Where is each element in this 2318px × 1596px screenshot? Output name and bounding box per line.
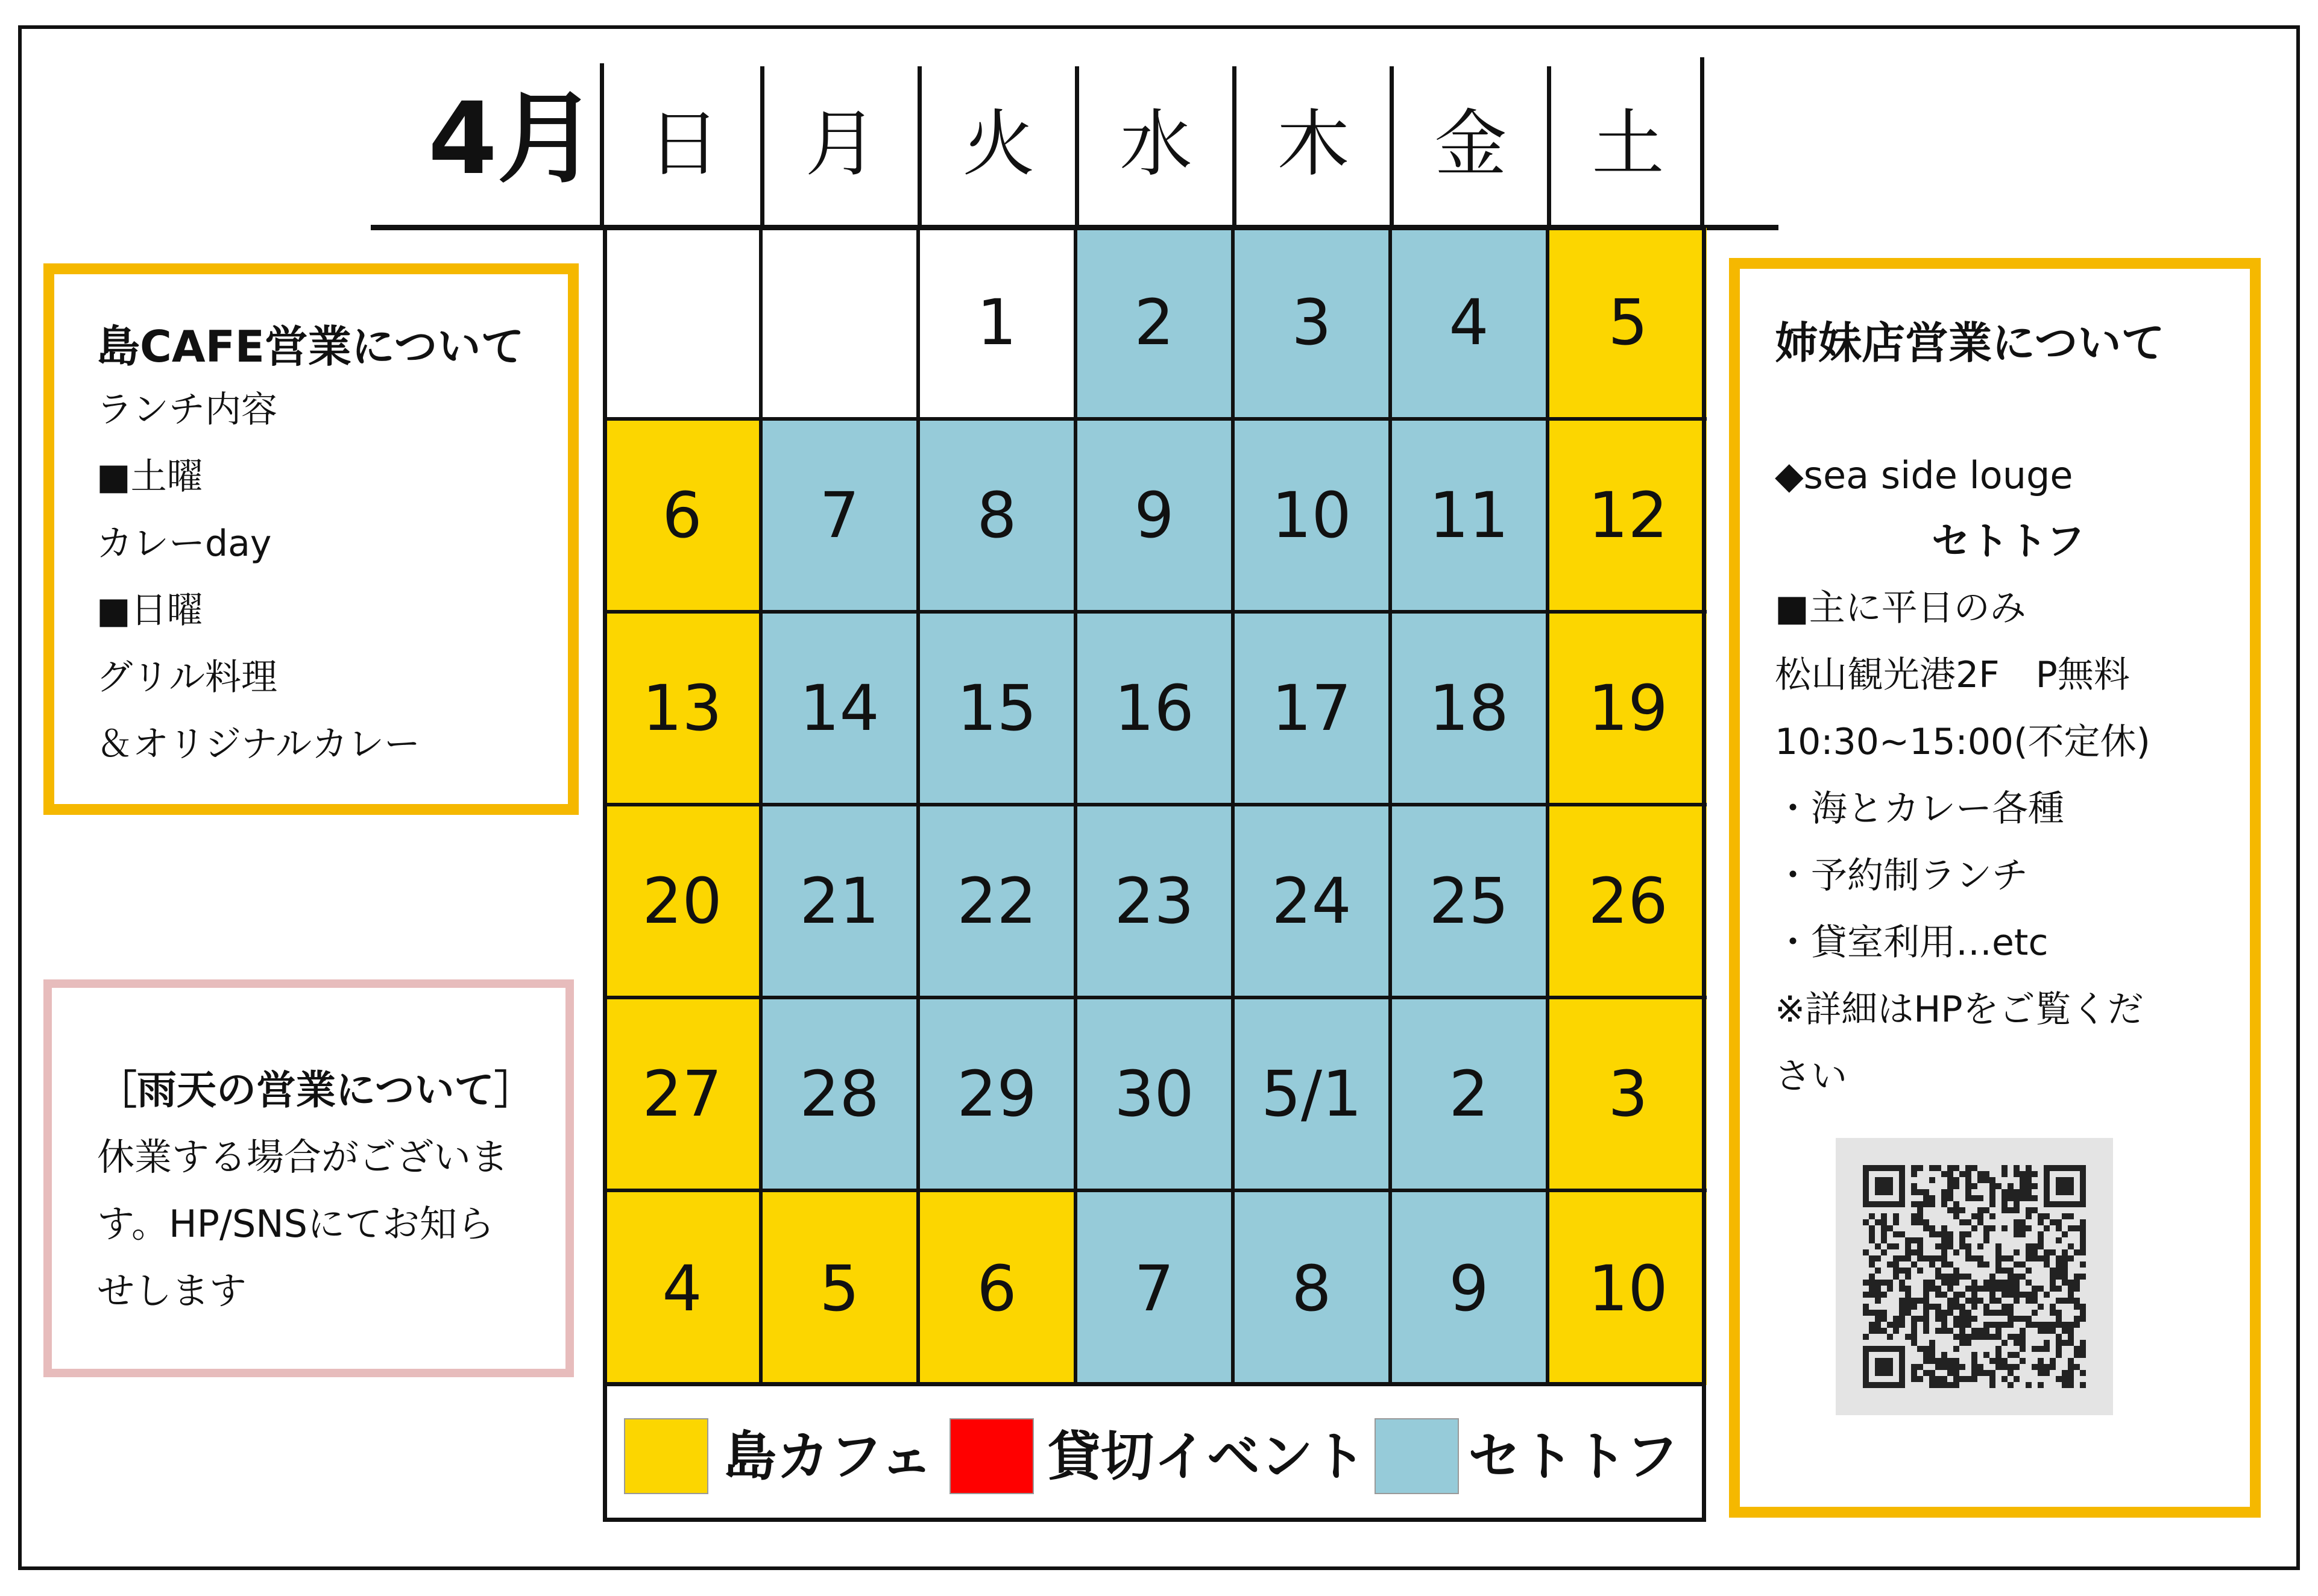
sister-store-title: 姉妹店営業について bbox=[1775, 318, 2165, 368]
legend-swatch-private-event bbox=[950, 1418, 1034, 1494]
cafe-info-line: カレーday bbox=[96, 523, 272, 565]
legend-swatch-setotofu bbox=[1375, 1418, 1459, 1494]
calendar-day-number: 10 bbox=[1271, 479, 1352, 552]
calendar-day-number: 17 bbox=[1271, 671, 1352, 745]
calendar-day-number: 12 bbox=[1588, 479, 1668, 552]
sister-store-brand: セトトフ bbox=[1932, 520, 2085, 564]
calendar-day-number: 4 bbox=[1449, 286, 1489, 359]
calendar-day-number: 5/1 bbox=[1261, 1057, 1362, 1131]
header-separator bbox=[1390, 66, 1394, 226]
header-separator bbox=[918, 66, 922, 226]
calendar-day-number: 20 bbox=[642, 864, 722, 938]
sister-store-line: ■主に平日のみ bbox=[1775, 587, 2026, 629]
calendar-day-number: 30 bbox=[1114, 1057, 1194, 1131]
sister-store-line: 松山観光港2F P無料 bbox=[1775, 654, 2130, 696]
calendar-day-number: 15 bbox=[957, 671, 1037, 745]
calendar-day-number: 25 bbox=[1429, 864, 1509, 938]
sister-store-line: ・予約制ランチ bbox=[1775, 855, 2028, 897]
rain-info-line: 休業する場合がございま bbox=[97, 1135, 509, 1179]
calendar-day-number: 3 bbox=[1291, 286, 1332, 359]
sister-store-line: ・海とカレー各種 bbox=[1775, 788, 2064, 830]
calendar-day-number: 5 bbox=[1608, 286, 1648, 359]
calendar-day-number: 11 bbox=[1429, 479, 1509, 552]
calendar-day-number: 23 bbox=[1114, 864, 1194, 938]
sister-store-line: ・貸室利用…etc bbox=[1775, 922, 2049, 964]
weekday-header: 日 bbox=[647, 102, 720, 186]
cafe-info-line: ■土曜 bbox=[96, 456, 203, 498]
qr-code-image bbox=[1863, 1165, 2086, 1388]
cafe-info-box bbox=[43, 263, 579, 815]
calendar-day-number: 13 bbox=[642, 671, 722, 745]
header-separator bbox=[760, 66, 764, 226]
calendar-day-number: 26 bbox=[1588, 864, 1668, 938]
cafe-info-line: グリル料理 bbox=[96, 656, 277, 699]
weekday-header: 木 bbox=[1277, 102, 1350, 186]
calendar-day-number: 24 bbox=[1271, 864, 1352, 938]
cafe-info-line: ■日曜 bbox=[96, 589, 203, 632]
sister-store-name: ◆sea side louge bbox=[1775, 453, 2073, 497]
calendar-day-number: 29 bbox=[957, 1057, 1037, 1131]
rain-info-line: せします bbox=[97, 1269, 247, 1313]
legend-label-setotofu: セトトフ bbox=[1468, 1425, 1679, 1488]
legend-label-private-event: 貸切イベント bbox=[1048, 1425, 1367, 1488]
calendar-day-number: 6 bbox=[662, 479, 702, 552]
weekday-header: 土 bbox=[1592, 102, 1664, 186]
calendar-day-number: 14 bbox=[799, 671, 880, 745]
calendar-day-number: 16 bbox=[1114, 671, 1194, 745]
calendar-day-number: 7 bbox=[819, 479, 860, 552]
header-separator bbox=[1700, 57, 1704, 226]
cafe-info-title: 島CAFE営業について bbox=[96, 321, 524, 372]
rain-info-title: ［雨天の営業について］ bbox=[97, 1067, 534, 1113]
legend-swatch-cafe bbox=[624, 1418, 708, 1494]
calendar-day-number: 7 bbox=[1134, 1252, 1174, 1325]
header-separator bbox=[600, 63, 604, 226]
calendar-day-number: 21 bbox=[799, 864, 880, 938]
calendar-day-number: 6 bbox=[977, 1252, 1017, 1325]
sister-store-line: 10:30~15:00(不定休) bbox=[1775, 721, 2150, 763]
calendar-day-number: 5 bbox=[819, 1252, 860, 1325]
weekday-header: 水 bbox=[1120, 102, 1192, 186]
calendar-day-number: 19 bbox=[1588, 671, 1668, 745]
rain-info-line: す。HP/SNSにてお知ら bbox=[97, 1202, 495, 1246]
cafe-info-line: ＆オリジナルカレー bbox=[96, 723, 420, 765]
calendar-day-number: 18 bbox=[1429, 671, 1509, 745]
calendar-day-number: 4 bbox=[662, 1252, 702, 1325]
calendar-grid bbox=[603, 226, 1706, 1386]
cafe-info-line: ランチ内容 bbox=[96, 389, 277, 431]
header-separator bbox=[1547, 66, 1551, 226]
calendar-day-number: 3 bbox=[1608, 1057, 1648, 1131]
header-separator bbox=[1075, 66, 1079, 226]
calendar-day-number: 8 bbox=[1291, 1252, 1332, 1325]
calendar-day-number: 27 bbox=[642, 1057, 722, 1131]
calendar-day-number: 9 bbox=[1134, 479, 1174, 552]
calendar-day-number: 22 bbox=[957, 864, 1037, 938]
legend-label-cafe: 島カフェ bbox=[723, 1425, 933, 1488]
weekday-header: 火 bbox=[962, 102, 1035, 186]
month-label: 4月 bbox=[428, 81, 597, 196]
sister-store-line: ※詳細はHPをご覧くだ bbox=[1775, 988, 2144, 1031]
qr-code[interactable] bbox=[1836, 1138, 2113, 1415]
calendar-day-number: 8 bbox=[977, 479, 1017, 552]
calendar-day-number: 1 bbox=[977, 286, 1017, 359]
calendar-day-number: 2 bbox=[1449, 1057, 1489, 1131]
calendar-day-number: 9 bbox=[1449, 1252, 1489, 1325]
header-separator bbox=[1232, 66, 1236, 226]
weekday-header: 月 bbox=[805, 102, 878, 186]
sister-store-line: さい bbox=[1775, 1055, 1847, 1098]
calendar-day-number: 28 bbox=[799, 1057, 880, 1131]
calendar-day-number: 2 bbox=[1134, 286, 1174, 359]
rain-info-box bbox=[43, 979, 574, 1377]
calendar-day-number: 10 bbox=[1588, 1252, 1668, 1325]
weekday-header: 金 bbox=[1434, 102, 1507, 186]
